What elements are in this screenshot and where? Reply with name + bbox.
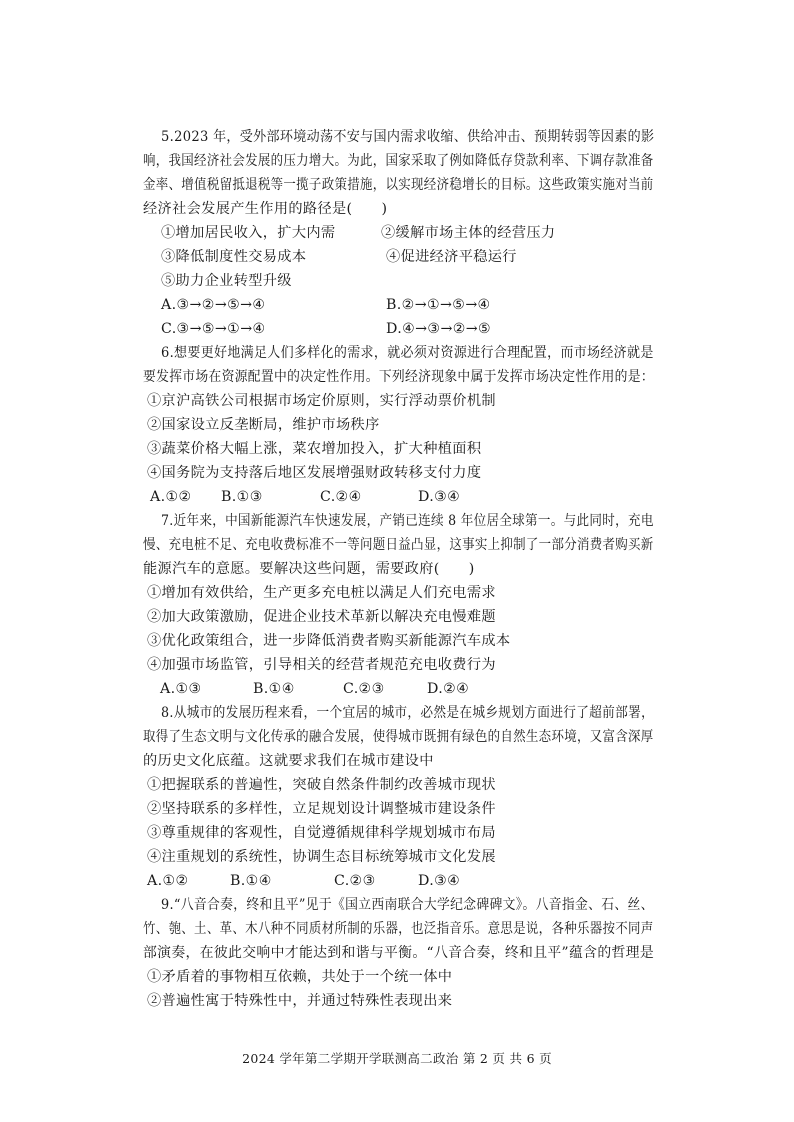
option-c: C.②④ <box>320 489 362 505</box>
statement-2: ②普遍性寓于特殊性中，并通过特殊性表现出来 <box>147 993 453 1009</box>
option-c: C.②③ <box>343 681 385 697</box>
option-d: D.③④ <box>418 873 461 889</box>
statement-4: ④促进经济平稳运行 <box>386 249 517 265</box>
question-stem-line: 响，我国经济社会发展的压力增大。为此，国家采取了例如降低存贷款利率、下调存款准备 <box>143 153 654 169</box>
question-stem-line: 金率、增值税留抵退税等一揽子政策措施，以实现经济稳增长的目标。这些政策实施对当前 <box>143 177 654 193</box>
option-c: C.③→⑤→①→④ <box>161 321 266 337</box>
option-b: B.①④ <box>253 681 295 697</box>
option-a: A.①② <box>150 489 192 505</box>
statement-1: ①把握联系的普遍性，突破自然条件制约改善城市现状 <box>147 777 496 793</box>
question-stem-line: 5.2023 年，受外部环境动荡不安与国内需求收缩、供给冲击、预期转弱等因素的影 <box>161 129 655 145</box>
statement-3: ③蔬菜价格大幅上涨，菜农增加投入，扩大种植面积 <box>147 441 482 457</box>
statement-3: ③优化政策组合，进一步降低消费者购买新能源汽车成本 <box>147 633 511 649</box>
question-stem-line: 8.从城市的发展历程来看，一个宜居的城市，必然是在城乡规划方面进行了超前部署， <box>161 705 655 721</box>
option-d: D.②④ <box>427 681 470 697</box>
option-a: A.①② <box>147 873 189 889</box>
statement-1: ①京沪高铁公司根据市场定价原则，实行浮动票价机制 <box>147 393 496 409</box>
statement-5: ⑤助力企业转型升级 <box>161 273 292 289</box>
statement-3: ③降低制度性交易成本 <box>161 249 307 265</box>
question-stem-line: 部演奏，在彼此交响中才能达到和谐与平衡。“八音合奏，终和且平”蕴含的哲理是 <box>143 945 655 961</box>
statement-1: ①增加有效供给，生产更多充电桩以满足人们充电需求 <box>147 585 496 601</box>
option-b: B.②→①→⑤→④ <box>386 297 491 313</box>
statement-2: ②坚持联系的多样性，立足规划设计调整城市建设条件 <box>147 801 496 817</box>
option-a: A.③→②→⑤→④ <box>161 297 266 313</box>
statement-4: ④加强市场监管，引导相关的经营者规范充电收费行为 <box>147 657 496 673</box>
statement-3: ③尊重规律的客观性，自觉遵循规律科学规划城市布局 <box>147 825 496 841</box>
question-stem-line: 能源汽车的意愿。要解决这些问题，需要政府( ) <box>143 561 475 577</box>
page-footer: 2024 学年第二学期开学联测高二政治 第 2 页 共 6 页 <box>242 1051 552 1066</box>
question-stem-line: 取得了生态文明与文化传承的融合发展，使得城市既拥有绿色的自然生态环境，又富含深厚 <box>143 729 654 745</box>
statement-1: ①矛盾着的事物相互依赖，共处于一个统一体中 <box>147 969 453 985</box>
question-stem-line: 慢、充电桩不足、充电收费标准不一等问题日益凸显，这事实上抑制了一部分消费者购买新 <box>143 537 654 553</box>
question-stem-line: 9.“八音合奏，终和且平”见于《国立西南联合大学纪念碑碑文》。八音指金、石、丝、 <box>161 897 654 913</box>
option-d: D.③④ <box>418 489 461 505</box>
question-stem-line: 6.想要更好地满足人们多样化的需求，就必须对资源进行合理配置，而市场经济就是 <box>161 345 654 361</box>
question-stem-line: 的历史文化底蕴。这就要求我们在城市建设中 <box>143 753 434 769</box>
option-b: B.①④ <box>230 873 272 889</box>
option-d: D.④→③→②→⑤ <box>386 321 492 337</box>
statement-4: ④注重规划的系统性，协调生态目标统筹城市文化发展 <box>147 849 496 865</box>
statement-4: ④国务院为支持落后地区发展增强财政转移支付力度 <box>147 465 482 481</box>
question-stem-line: 7.近年来，中国新能源汽车快速发展，产销已连续 8 年位居全球第一。与此同时，充电 <box>161 513 654 529</box>
statement-1: ①增加居民收入，扩大内需 <box>161 225 336 241</box>
statement-2: ②国家设立反垄断局，维护市场秩序 <box>147 417 380 433</box>
question-stem-line: 经济社会发展产生作用的路径是( ) <box>143 201 388 217</box>
statement-2: ②加大政策激励，促进企业技术革新以解决充电慢难题 <box>147 609 496 625</box>
option-a: A.①③ <box>160 681 202 697</box>
statement-2: ②缓解市场主体的经营压力 <box>381 225 556 241</box>
question-stem-line: 竹、匏、土、革、木八种不同质材所制的乐器，也泛指音乐。意思是说，各种乐器按不同声 <box>143 921 654 937</box>
option-b: B.①③ <box>221 489 263 505</box>
option-c: C.②③ <box>334 873 376 889</box>
question-stem-line: 要发挥市场在资源配置中的决定性作用。下列经济现象中属于发挥市场决定性作用的是： <box>143 369 654 385</box>
